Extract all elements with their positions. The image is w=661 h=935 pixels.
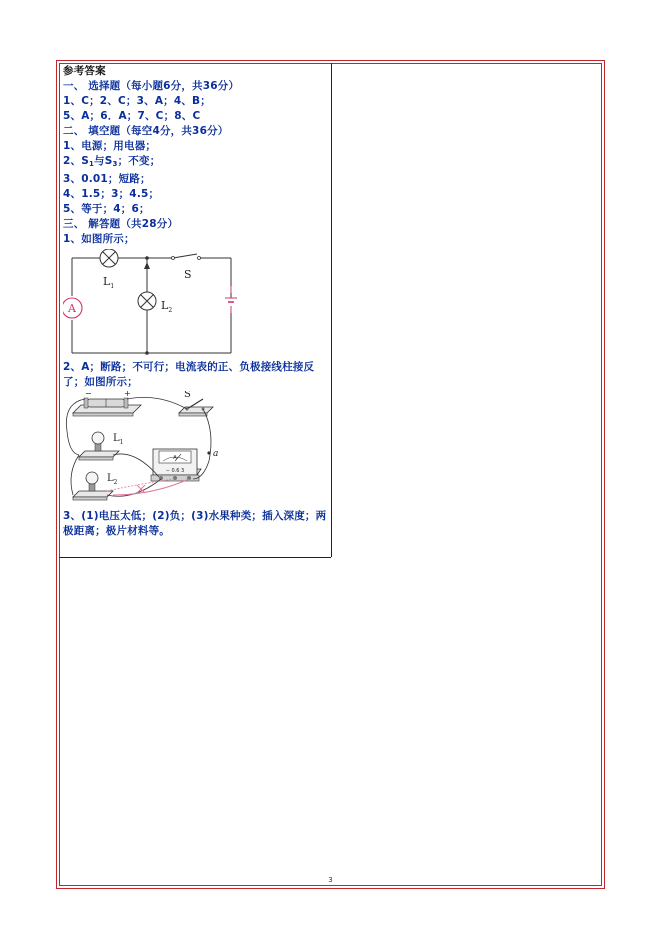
- section2-row: 5、等于；4；6；: [63, 203, 150, 215]
- circuit-diagram: [63, 249, 327, 357]
- section1-title: 一、 选择题（每小题6分，共36分）: [63, 80, 240, 92]
- lamp-l1-icon: [100, 249, 118, 267]
- label-l2: $L_2$: [161, 299, 173, 314]
- meter-terminals: − 0.6 3: [165, 468, 185, 474]
- lamp-l1-label: $L_1$: [113, 433, 124, 446]
- row2-sub1: 1: [88, 160, 95, 168]
- section1-row: 5、A；6．A；7、C；8、C: [63, 110, 201, 122]
- label-switch: S: [184, 268, 192, 281]
- section2-row: 1、电源；用电器；: [63, 140, 157, 152]
- answer-column: [63, 64, 327, 539]
- meter-letter: A: [173, 455, 177, 461]
- row2-prefix: 2、S: [63, 155, 89, 167]
- row2-suffix: ；不变；: [117, 155, 161, 167]
- section2-row: 4、1.5；3；4.5；: [63, 188, 160, 200]
- battery-minus-label: −: [85, 391, 92, 398]
- label-l1: $L_1$: [103, 275, 115, 290]
- wiring-illustration: [63, 391, 327, 507]
- section3-title: 三、 解答题（共28分）: [63, 218, 179, 230]
- section2-row: [63, 154, 327, 172]
- battery-icon: [225, 286, 237, 313]
- battery-plus-label: +: [124, 391, 131, 398]
- switch-label: S: [184, 391, 191, 400]
- section2-title: 二、 填空题（每空4分，共36分）: [63, 125, 229, 137]
- section2-row: 3、0.01；短路；: [63, 173, 151, 185]
- answer-header: 参考答案: [63, 65, 106, 77]
- section3-q1: 1、如图所示；: [63, 233, 135, 245]
- column-divider: [331, 63, 332, 557]
- battery-holder-icon: [73, 398, 141, 416]
- ammeter-label: A: [68, 302, 76, 315]
- lamp-l2-icon: [138, 292, 156, 310]
- row2-sub2: 3: [112, 160, 118, 168]
- section3-q3: 3、(1)电压太低；(2)负；(3)水果种类；插入深度；两极距离；极片材料等。: [63, 510, 327, 537]
- page-number: 3: [328, 876, 333, 884]
- column-bottom-rule: [59, 557, 331, 558]
- ammeter-icon: [63, 298, 82, 318]
- section1-row: 1、C；2、C；3、A；4、B；: [63, 95, 211, 107]
- point-a-label: a: [213, 449, 219, 459]
- section3-q2: 2、A；断路；不可行；电流表的正、负极接线柱接反了；如图所示；: [63, 361, 315, 388]
- lamp-l2-label: $L_2$: [107, 473, 118, 486]
- row2-mid: 与S: [94, 155, 113, 167]
